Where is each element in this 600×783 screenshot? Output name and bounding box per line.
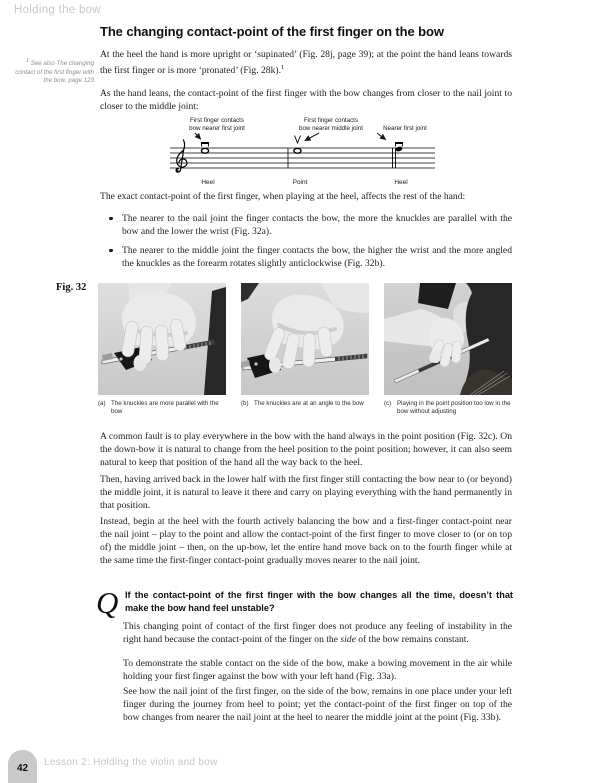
caption-a-tag: (a) bbox=[98, 400, 106, 407]
whole-note bbox=[201, 148, 208, 153]
filled-note bbox=[395, 146, 403, 152]
down-bow-icon bbox=[395, 142, 403, 147]
para-2: As the hand leans, the contact-point of the first finger with the bow changes from closer to the nail joint to closer to the middle joint: bbox=[100, 88, 512, 112]
answer-1 bbox=[123, 620, 512, 646]
answer-1-pre: This changing point of contact of the first finger does not produce any feeling of instability in the right hand because the contact-point of the finger on the bbox=[123, 621, 512, 645]
answer-2: To demonstrate the stable contact on the side of the bow, make a bowing movement in the air while holding your first finger against the bow with your left hand (Fig. 33a). bbox=[123, 658, 512, 682]
para-6: Instead, begin at the heel with the fourth actively balancing the bow and a first-finger contact-point near the nail joint – play to the point and allow the contact-point of the first finger to move closer to (or on top of) the middle joint – then, on the up-bow, let the entire hand move back on to the fourth finger while at the same time the first-finger contact-point gradually moves nearer to the nail joint. bbox=[100, 516, 512, 566]
para-5: Then, having arrived back in the lower half with the first finger still contacting the bow near to (or beyond) the middle joint, it is natural to leave it there and carry on playing everything with the hand permanently in that position. bbox=[100, 474, 512, 511]
answer-1-post: of the bow remains constant. bbox=[355, 634, 469, 645]
annotation-label-3: Nearer first joint bbox=[383, 125, 427, 132]
down-bow-icon bbox=[201, 142, 209, 147]
caption-c-text: Playing in the point position too low in the bow without adjusting bbox=[397, 400, 511, 415]
annotation-label-1-line2: bow nearer first joint bbox=[189, 125, 245, 132]
page-number-tab bbox=[8, 750, 37, 783]
figure-label: Fig. 32 bbox=[56, 282, 87, 293]
caption-c bbox=[384, 400, 514, 416]
question-text: If the contact-point of the first finger with the bow changes all the time, doesn’t that make the bow hand feel unstable? bbox=[125, 590, 513, 613]
arrow-icon bbox=[195, 133, 386, 141]
answer-3: See how the nail joint of the first finger, on the side of the bow, remains in one place under your left finger during the journey from heel to point; yet the contact-point of the first finger on top of the bow changes from nearer the nail joint at the heel to nearer the middle joint at the point (Fig. 33b). bbox=[123, 686, 512, 723]
caption-b bbox=[241, 400, 368, 408]
up-bow-icon bbox=[295, 136, 301, 144]
para-1 bbox=[100, 48, 512, 77]
hand-illustration bbox=[427, 318, 464, 368]
caption-c-tag: (c) bbox=[384, 400, 392, 407]
caption-b-tag: (b) bbox=[241, 400, 249, 407]
para-1-text: At the heel the hand is more upright or ‘supinated’ (Fig. 28j, page 39); at the point the hand leans towards the first finger or is more ‘pronated’ (Fig. 28k). bbox=[100, 49, 512, 77]
photo-fig32a-hand-parallel bbox=[98, 283, 226, 395]
photo-fig32c-point-position bbox=[384, 283, 512, 395]
position-label-point: Point bbox=[292, 179, 308, 186]
para-4: A common fault is to play everywhere in the bow with the hand always in the point position (Fig. 32c). On the down-bow it is natural to change from the heel position to the point position; however, it can also seem natural to keep that position of the hand all the way back to the heel. bbox=[100, 431, 512, 468]
footnote-ref: 1 bbox=[281, 64, 285, 71]
question-mark-glyph: Q bbox=[96, 585, 119, 620]
caption-a bbox=[98, 400, 220, 416]
position-label-heel-1: Heel bbox=[201, 179, 215, 186]
annotation-label-2-line1: First finger contacts bbox=[304, 117, 358, 124]
running-header: Holding the bow bbox=[14, 4, 101, 16]
position-label-heel-2: Heel bbox=[394, 179, 408, 186]
margin-note-text: See also The changing contact of the first finger with the bow, page 123 bbox=[15, 60, 94, 85]
photo-fig32b-knuckles-angled bbox=[241, 283, 369, 395]
answer-1-emphasis: side bbox=[340, 634, 356, 645]
page-number: 42 bbox=[16, 763, 29, 774]
footnote-marker: 1 bbox=[26, 58, 29, 64]
music-notation-figure bbox=[168, 112, 438, 192]
caption-b-text: The knuckles are at an angle to the bow bbox=[254, 400, 364, 407]
bullet-item: The nearer to the middle joint the finger contacts the bow, the higher the wrist and the more angled the knuckles as the forearm rotates slightly anticlockwise (Fig. 32b). bbox=[100, 244, 512, 270]
treble-clef-icon bbox=[176, 140, 187, 173]
annotation-label-2-line2: bow nearer middle joint bbox=[299, 125, 363, 132]
caption-a-text: The knuckles are more parallel with the bow bbox=[111, 400, 219, 415]
bullet-item: The nearer to the nail joint the finger contacts the bow, the more the knuckles are parallel with the bow and the lower the wrist (Fig. 32a). bbox=[100, 212, 512, 238]
whole-note bbox=[294, 148, 301, 153]
footer-lesson-label: Lesson 2: Holding the violin and bow bbox=[44, 757, 218, 768]
bullet-list bbox=[100, 212, 512, 270]
para-3: The exact contact-point of the first finger, when playing at the heel, affects the rest of the hand: bbox=[100, 191, 466, 202]
annotation-label-1-line1: First finger contacts bbox=[190, 117, 244, 124]
margin-note bbox=[14, 57, 94, 86]
page-title: The changing contact-point of the first finger on the bow bbox=[100, 24, 444, 39]
